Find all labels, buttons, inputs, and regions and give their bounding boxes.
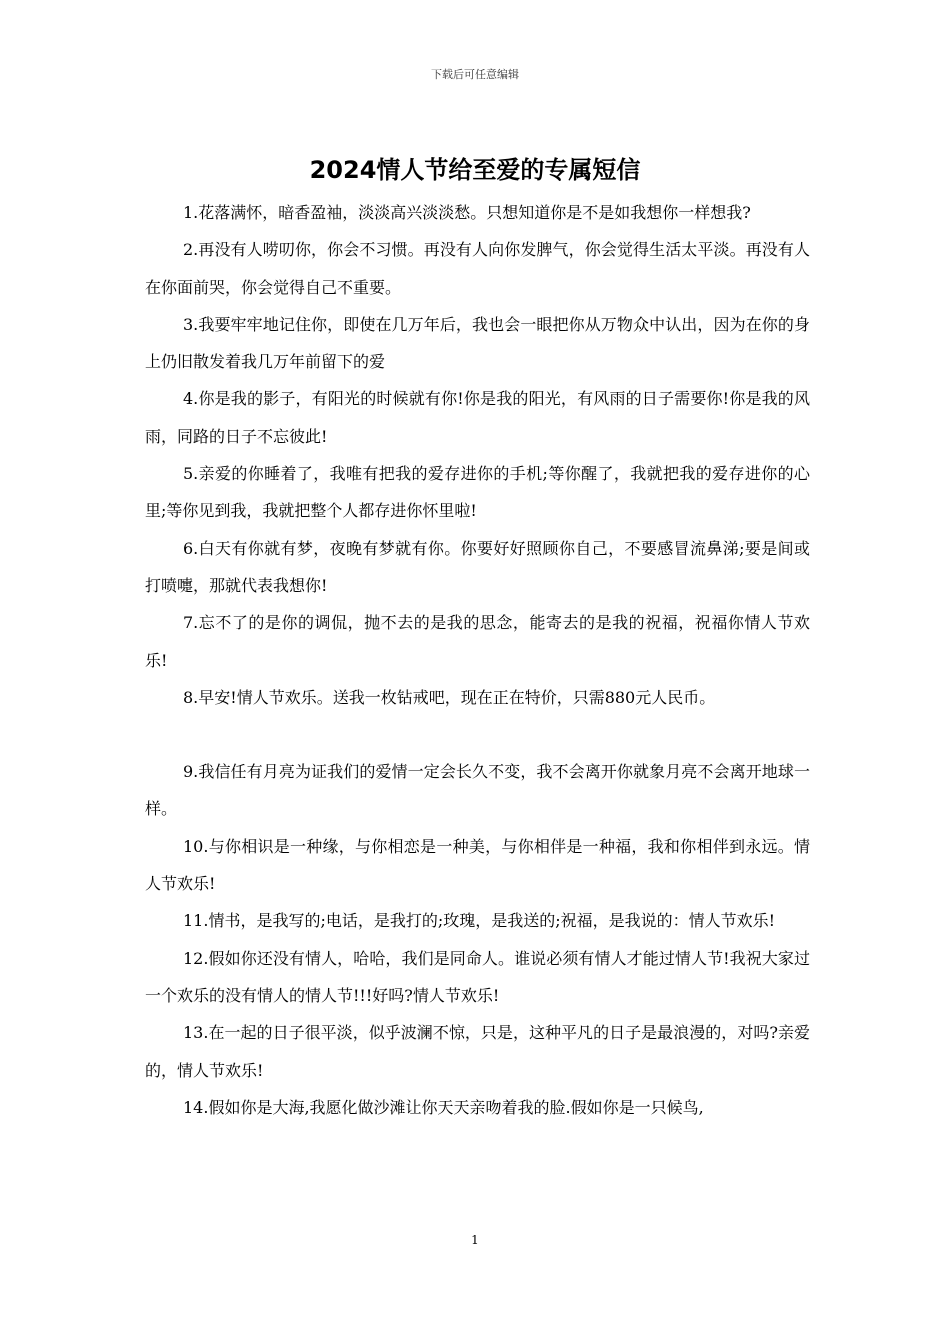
paragraph-11: 11.情书，是我写的;电话，是我打的;玫瑰，是我送的;祝福，是我说的：情人节欢乐!: [183, 911, 776, 931]
paragraph-7: 7.忘不了的是你的调侃，抛不去的是我的思念，能寄去的是我的祝福，祝福你情人节欢乐!: [145, 613, 810, 670]
paragraph-14: 14.假如你是大海,我愿化做沙滩让你天天亲吻着我的脸.假如你是一只候鸟,: [183, 1097, 704, 1117]
paragraph-3: 3.我要牢牢地记住你，即使在几万年后，我也会一眼把你从万物众中认出，因为在你的身上仍旧散发着我几万年前留下的爱: [145, 314, 810, 372]
paragraph-6: 6.白天有你就有梦，夜晚有梦就有你。你要好好照顾你自己，不要感冒流鼻涕;要是间或打喷嚏，那就代表我想你!: [145, 538, 810, 595]
paragraph-4: 4.你是我的影子，有阳光的时候就有你!你是我的阳光，有风雨的日子需要你!你是我的风雨，同路的日子不忘彼此!: [145, 389, 810, 446]
paragraph-10: 10.与你相识是一种缘，与你相恋是一种美，与你相伴是一种福，我和你相伴到永远。情人节欢乐!: [145, 836, 810, 894]
paragraph-8: 8.早安!情人节欢乐。送我一枚钻戒吧，现在正在特价，只需880元人民币。: [183, 687, 716, 707]
paragraph-12: 12.假如你还没有情人，哈哈，我们是同命人。谁说必须有情人才能过情人节!我祝大家过一个欢乐的没有情人的情人节!!!好吗?情人节欢乐!: [145, 948, 810, 1005]
paragraph-13: 13.在一起的日子很平淡，似乎波澜不惊，只是，这种平凡的日子是最浪漫的，对吗?亲爱的，情人节欢乐!: [145, 1023, 810, 1080]
paragraph-1: 1.花落满怀，暗香盈袖，淡淡高兴淡淡愁。只想知道你是不是如我想你一样想我?: [183, 203, 751, 222]
document-title: 2024情人节给至爱的专属短信: [309, 156, 641, 184]
paragraph-9: 9.我信任有月亮为证我们的爱情一定会长久不变，我不会离开你就象月亮不会离开地球一样。: [145, 762, 810, 819]
document-body: [145, 194, 810, 1126]
page-number: 1: [471, 1233, 479, 1247]
paragraph-5: 5.亲爱的你睡着了，我唯有把我的爱存进你的手机;等你醒了，我就把我的爱存进你的心里;等你见到我，我就把整个人都存进你怀里啦!: [145, 464, 810, 521]
header-note: 下载后可任意编辑: [431, 68, 519, 81]
paragraph-2: 2.再没有人唠叨你，你会不习惯。再没有人向你发脾气，你会觉得生活太平淡。再没有人在你面前哭，你会觉得自己不重要。: [145, 240, 810, 297]
blank-line: [145, 716, 810, 753]
